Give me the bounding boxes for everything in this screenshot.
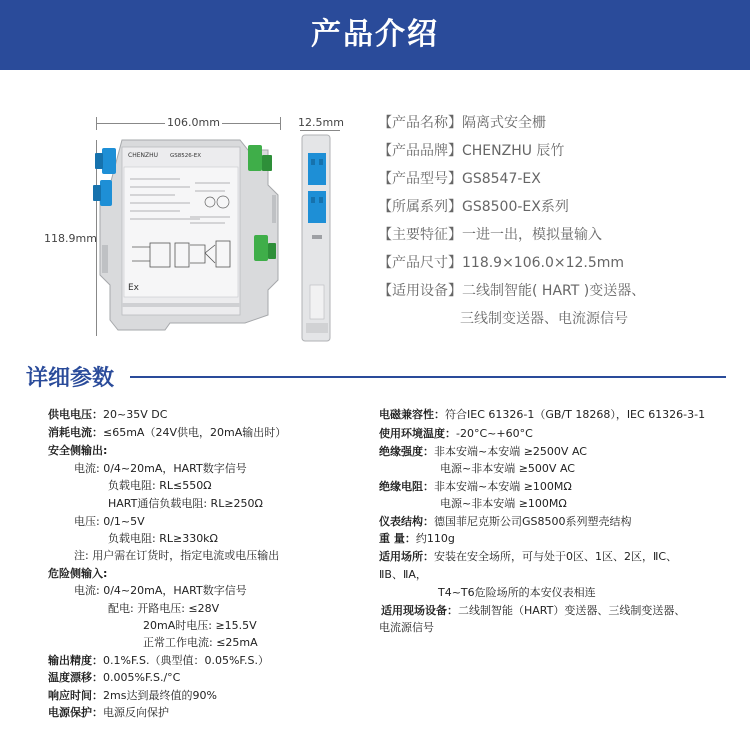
info-row-continuation: 三线制变送器、电流源信号 bbox=[460, 311, 628, 327]
info-row: 【产品尺寸】118.9×106.0×12.5mm bbox=[378, 255, 625, 271]
info-row: 【产品名称】隔离式安全栅 bbox=[378, 115, 546, 131]
spec-row: HART通信负载电阻: RL≥250Ω bbox=[108, 497, 263, 510]
module-side-view bbox=[302, 135, 330, 341]
spec-row: T4~T6危险场所的本安仪表相连 bbox=[438, 586, 596, 599]
spec-row: 危险侧输入: bbox=[48, 567, 108, 580]
spec-row: 注: 用户需在订货时，指定电流或电压输出 bbox=[74, 549, 280, 562]
spec-row: 配电: 开路电压: ≤28V bbox=[108, 602, 220, 615]
spec-row: 使用环境温度：-20°C~+60°C bbox=[379, 427, 533, 440]
spec-row: ⅡB、ⅡA， bbox=[379, 568, 427, 581]
spec-row: 电压: 0/1~5V bbox=[74, 515, 145, 528]
page-title: 产品介绍 bbox=[311, 17, 439, 52]
info-row: 【产品型号】GS8547-EX bbox=[378, 171, 541, 187]
spec-row: 正常工作电流: ≤25mA bbox=[143, 636, 258, 649]
terminal-green-top-icon bbox=[248, 145, 262, 171]
spec-row: 电流: 0/4~20mA，HART数字信号 bbox=[74, 584, 247, 597]
spec-row: 20mA时电压: ≥15.5V bbox=[143, 619, 257, 632]
info-row: 【适用设备】二线制智能( HART )变送器、 bbox=[378, 283, 646, 299]
side-terminal-bottom-icon bbox=[308, 191, 326, 223]
spec-row: 负载电阻: RL≥330kΩ bbox=[108, 532, 218, 545]
spec-row: 消耗电流：≤65mA（24V供电，20mA输出时） bbox=[48, 426, 287, 439]
terminal-blue-bottom-icon bbox=[100, 180, 112, 206]
spec-row: 电流源信号 bbox=[379, 621, 434, 634]
spec-row: 安全侧输出: bbox=[48, 444, 108, 457]
spec-row: 响应时间：2ms达到最终值的90% bbox=[48, 689, 217, 702]
terminal-blue-top-icon bbox=[102, 148, 116, 174]
info-row: 【产品品牌】CHENZHU 辰竹 bbox=[378, 143, 565, 159]
height-label: 118.9mm bbox=[44, 232, 97, 245]
spec-row: 供电电压：20~35V DC bbox=[48, 408, 168, 421]
spec-row: 电磁兼容性：符合IEC 61326-1（GB/T 18268），IEC 61326-3-1 bbox=[379, 408, 706, 421]
terminal-green-bottom-icon bbox=[254, 235, 268, 261]
spec-row: 电源~非本安端 ≥500V AC bbox=[440, 462, 575, 475]
spec-row: 绝缘电阻：非本安端~本安端 ≥100MΩ bbox=[379, 480, 572, 493]
info-row: 【所属系列】GS8500-EX系列 bbox=[378, 199, 569, 215]
device-ex-mark: Ex bbox=[128, 283, 140, 293]
spec-row: 负载电阻: RL≤550Ω bbox=[108, 479, 212, 492]
spec-row: 仪表结构：德国菲尼克斯公司GS8500系列塑壳结构 bbox=[379, 515, 632, 528]
section-divider bbox=[130, 376, 726, 378]
spec-row: 适用场所：安装在安全场所，可与处于0区、1区、2区，ⅡC、 bbox=[379, 550, 678, 563]
spec-row: 电流: 0/4~20mA，HART数字信号 bbox=[74, 462, 247, 475]
product-image bbox=[40, 95, 360, 350]
spec-row: 温度漂移：0.005%F.S./°C bbox=[48, 671, 181, 684]
spec-row: 电源保护：电源反向保护 bbox=[48, 706, 169, 719]
spec-row: 输出精度：0.1%F.S.（典型值：0.05%F.S.） bbox=[48, 654, 269, 667]
section-title: 详细参数 bbox=[26, 366, 115, 391]
side-terminal-top-icon bbox=[308, 153, 326, 185]
module-front-view bbox=[93, 140, 278, 330]
info-row: 【主要特征】一进一出，模拟量输入 bbox=[378, 227, 602, 243]
width-label: 106.0mm bbox=[167, 116, 220, 129]
spec-row: 适用现场设备：二线制智能（HART）变送器、三线制变送器、 bbox=[381, 604, 686, 617]
thickness-label: 12.5mm bbox=[298, 116, 344, 129]
spec-row: 电源~非本安端 ≥100MΩ bbox=[440, 497, 567, 510]
device-brand-text: CHENZHU bbox=[128, 152, 158, 159]
device-model-text: GS8526-EX bbox=[170, 153, 201, 159]
spec-row: 重 量：约110g bbox=[379, 532, 455, 545]
spec-row: 绝缘强度：非本安端~本安端 ≥2500V AC bbox=[379, 445, 587, 458]
